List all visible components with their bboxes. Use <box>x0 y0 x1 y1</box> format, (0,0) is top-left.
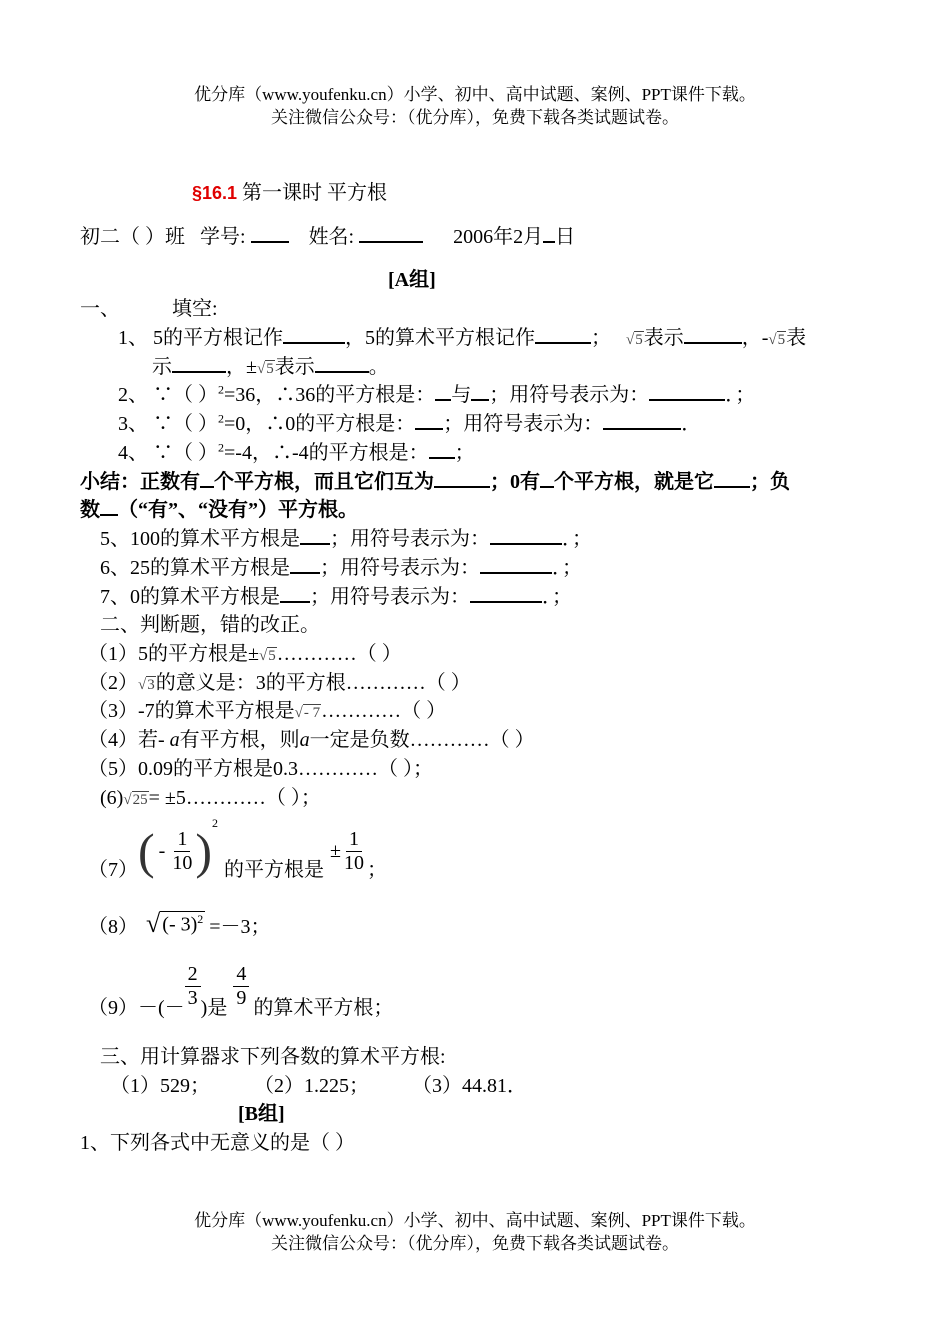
sqrt-3: √3 <box>138 677 155 693</box>
judge-5: （5）0.09的平方根是0.3…………（ ）； <box>88 758 433 780</box>
summary-blank-2[interactable] <box>434 468 490 488</box>
judge-1: （1）5的平方根是±√5…………（ ） <box>88 643 402 665</box>
q2: 2、 ∵（ ）$^2$=36，∴36的平方根是： 与 ；用符号表示为： ．； <box>118 382 756 406</box>
q1-blank-1[interactable] <box>283 324 345 344</box>
q5-blank-2[interactable] <box>490 525 562 545</box>
q7-blank-1[interactable] <box>280 583 310 603</box>
footer-line-2: 关注微信公众号：（优分库），免费下载各类试题试卷。 <box>271 1234 679 1253</box>
q5: 5、100的算术平方根是 ；用符号表示为： ．； <box>100 522 592 551</box>
part3-heading: 三、用计算器求下列各数的算术平方根: <box>100 1046 446 1068</box>
judge-7: （7） ( - $\frac{1}{10}$ ) 2 的平方根是 ± $\frac{1}{10}$ ； <box>88 816 387 881</box>
header-line-2: 关注微信公众号：（优分库），免费下载各类试题试卷。 <box>271 108 679 127</box>
title-text: 第一课时 平方根 <box>242 182 388 204</box>
fraction-1-10: $\frac{1}{10}$ <box>172 827 193 874</box>
judge-4: （4）若- a有平方根，则a一定是负数…………（ ） <box>88 729 535 751</box>
fraction-2-3: $\frac{2}{3}$ <box>185 963 201 1010</box>
judge-3: （3）-7的算术平方根是√- 7…………（ ） <box>88 700 447 722</box>
q6-blank-1[interactable] <box>290 554 320 574</box>
q3: 3、 ∵（ ）$^2$=0，∴0的平方根是： ；用符号表示为： ． <box>118 411 702 435</box>
q1-line2: 示 ，±√5表示 。 <box>152 350 389 379</box>
q6-blank-2[interactable] <box>480 554 552 574</box>
summary-line1: 小结：正数有 个平方根，而且它们互为 ；0有 个平方根，就是它 ；负 <box>80 465 790 494</box>
day-blank[interactable] <box>543 223 555 243</box>
sqrt-5-c: √5 <box>256 361 274 377</box>
sqrt-neg7: √- 7 <box>294 705 321 721</box>
part3-item-3: （3）44.81． <box>412 1075 527 1097</box>
sqrt-5-a: √5 <box>626 332 643 348</box>
q2-blank-2[interactable] <box>471 381 489 401</box>
id-label: 学号: <box>200 226 246 248</box>
judge-6: (6)√25= ±5…………（ ）； <box>100 787 321 809</box>
name-blank[interactable] <box>359 223 423 243</box>
q7: 7、0的算术平方根是 ；用符号表示为： ．； <box>100 580 572 609</box>
date-label: 2006年2月 <box>453 226 544 248</box>
part1-heading: 一、 填空: <box>80 298 218 320</box>
q1-blank-5[interactable] <box>315 353 369 373</box>
sqrt-5-b: √5 <box>768 332 786 348</box>
q2-blank-1[interactable] <box>435 381 451 401</box>
group-a-heading: [A组] <box>388 269 436 291</box>
header-line-1: 优分库（www.youfenku.cn）小学、初中、高中试题、案例、PPT课件下载。 <box>194 85 756 104</box>
fraction-pm-1-10: $\frac{1}{10}$ <box>343 827 364 874</box>
judge-8: （8） √ (- 3)$^2$ =－3； <box>88 909 271 938</box>
part2-heading: 二、判断题，错的改正。 <box>100 614 320 636</box>
sqrt-25: √25 <box>123 792 148 808</box>
summary-blank-3[interactable] <box>540 468 554 488</box>
q1-line1: 1、 5的平方根记作 ，5的算术平方根记作 ； √5表示 ，-√5表 <box>118 321 806 350</box>
judge-9: （9）－(－ $\frac{2}{3}$ )是 $\frac{4}{9}$ 的算术平方根； <box>88 963 394 1019</box>
part3-item-2: （2）1.225； <box>254 1075 369 1097</box>
q7-blank-2[interactable] <box>470 583 542 603</box>
q1-blank-3[interactable] <box>684 324 742 344</box>
date-suffix: 日 <box>555 226 576 248</box>
radical-sign: √ <box>146 909 161 938</box>
class-label: 初二（ ）班 <box>80 226 185 248</box>
q3-blank-2[interactable] <box>603 410 681 430</box>
b-question-1: 1、下列各式中无意义的是（ ） <box>80 1132 355 1154</box>
left-paren: ( <box>138 823 155 879</box>
name-label: 姓名: <box>308 226 355 248</box>
right-paren: ) <box>195 823 212 879</box>
section-number: §16.1 <box>192 183 238 203</box>
group-b-heading: [B组] <box>238 1103 285 1125</box>
id-blank[interactable] <box>251 223 289 243</box>
q1-blank-4[interactable] <box>172 353 226 373</box>
summary-blank-4[interactable] <box>714 468 750 488</box>
q6: 6、25的算术平方根是 ；用符号表示为： ．； <box>100 551 582 580</box>
q2-blank-3[interactable] <box>649 381 725 401</box>
summary-blank-1[interactable] <box>200 468 214 488</box>
part3-item-1: （1）529； <box>110 1075 210 1097</box>
summary-line2: 数 （“有”、“没有”）平方根。 <box>80 493 358 522</box>
judge-2: （2）√3的意义是：3的平方根…………（ ） <box>88 672 471 694</box>
radicand: (- 3)$^2$ <box>162 912 204 936</box>
sqrt-5-d: √5 <box>258 648 276 664</box>
q1-blank-2[interactable] <box>535 324 591 344</box>
footer-line-1: 优分库（www.youfenku.cn）小学、初中、高中试题、案例、PPT课件下载。 <box>194 1211 756 1230</box>
q5-blank-1[interactable] <box>300 525 330 545</box>
summary-blank-5[interactable] <box>100 496 118 516</box>
q4-blank-1[interactable] <box>429 439 455 459</box>
q3-blank-1[interactable] <box>415 410 443 430</box>
q4: 4、 ∵（ ）$^2$=-4，∴-4的平方根是： ； <box>118 440 475 464</box>
lesson-title <box>192 176 387 205</box>
student-info-row <box>80 220 575 249</box>
fraction-4-9: $\frac{4}{9}$ <box>233 963 249 1010</box>
